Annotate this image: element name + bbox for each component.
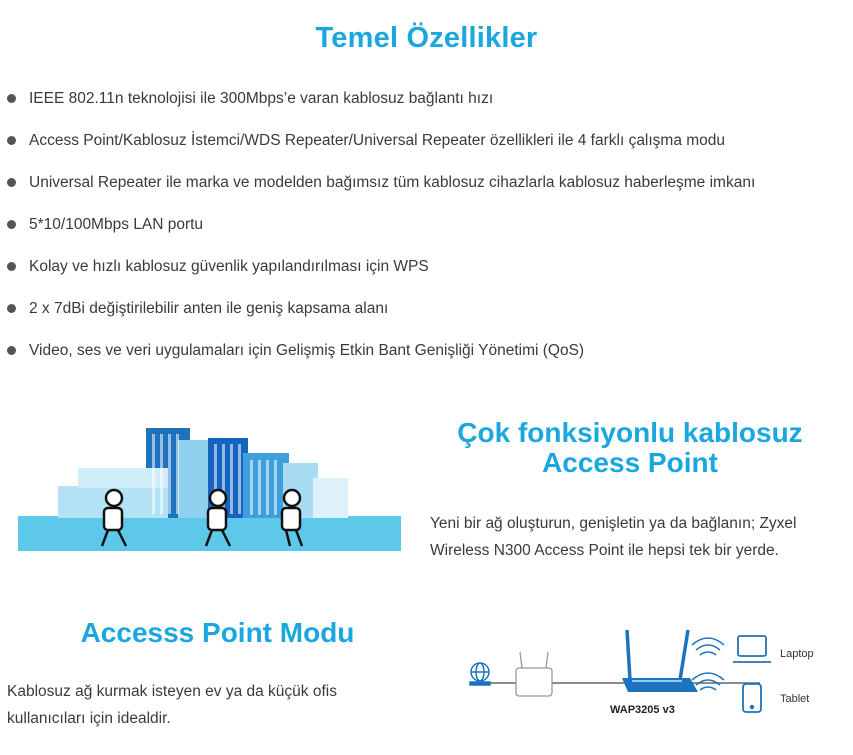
laptop-icon [733,636,771,662]
bullet-icon [7,136,16,145]
section-description [7,678,387,732]
bullet-icon [7,304,16,313]
section-description [430,510,840,564]
description-line: kullanıcıları için idealdir. [7,710,171,727]
description-line: Kablosuz ağ kurmak isteyen ev ya da küçük ofis [7,683,337,700]
description-line: Yeni bir ağ oluşturun, genişletin ya da bağlanın; Zyxel [430,515,797,532]
list-item [0,252,853,294]
router-icon [516,652,552,696]
device-label: WAP3205 v3 [610,704,675,716]
feature-text: IEEE 802.11n teknolojisi ile 300Mbps’e varan kablosuz bağlantı hızı [29,90,494,107]
feature-text: 2 x 7dBi değiştirilebilir anten ile geniş kapsama alanı [29,300,389,317]
list-item [0,126,853,168]
laptop-label: Laptop [780,648,814,660]
section-title-multifunction [430,418,830,478]
list-item [0,168,853,210]
tablet-label: Tablet [780,693,810,705]
wifi-signal-icon [692,638,724,690]
bullet-icon [7,220,16,229]
feature-text: Kolay ve hızlı kablosuz güvenlik yapılandırılması için WPS [29,258,429,275]
list-item [0,84,853,126]
description-line: Wireless N300 Access Point ile hepsi tek bir yerde. [430,542,779,559]
list-item [0,294,853,336]
list-item [0,336,853,378]
feature-text: Video, ses ve veri uygulamaları için Gelişmiş Etkin Bant Genişliği Yönetimi (QoS) [29,342,585,359]
bullet-icon [7,346,16,355]
feature-text: Universal Repeater ile marka ve modelden bağımsız tüm kablosuz cihazlarla kablosuz haberleşme imkanı [29,174,756,191]
bullet-icon [7,178,16,187]
list-item [0,210,853,252]
city-illustration [18,418,401,551]
section-title-line: Çok fonksiyonlu kablosuz [457,417,803,448]
section-title-line: Access Point [542,447,718,478]
feature-text: Access Point/Kablosuz İstemci/WDS Repeater/Universal Repeater özellikleri ile 4 farklı çalışma modu [29,132,726,149]
bullet-icon [7,94,16,103]
bullet-icon [7,262,16,271]
network-diagram [460,620,840,730]
access-point-icon [622,630,698,692]
section-title-ap-mode: Accesss Point Modu [80,617,355,648]
globe-icon [470,663,490,685]
page-title: Temel Özellikler [315,22,538,54]
tablet-icon [743,684,761,712]
feature-text: 5*10/100Mbps LAN portu [29,216,204,233]
feature-list [0,84,853,378]
